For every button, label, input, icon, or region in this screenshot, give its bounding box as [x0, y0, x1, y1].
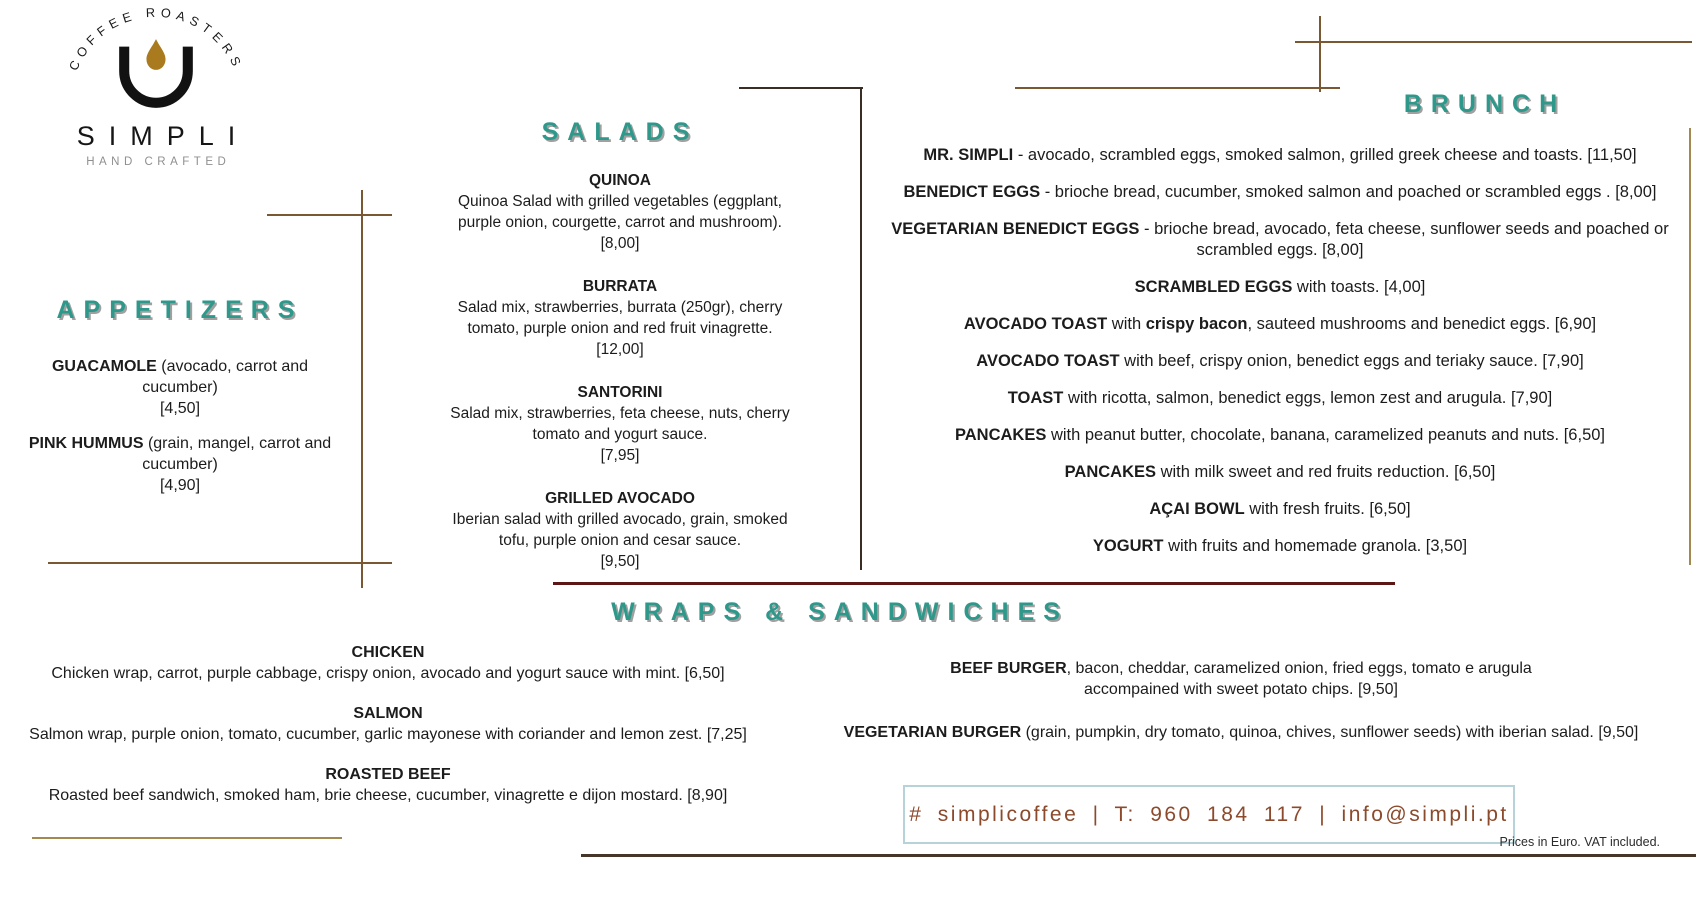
item-text: - brioche bread, avocado, feta cheese, sunflower seeds and poached or: [1139, 220, 1669, 238]
contact-text: # simplicoffee | T: 960 184 117 | info@simpli.pt: [909, 802, 1509, 826]
menu-item: [860, 145, 1696, 166]
item-price: [7,90]: [1542, 352, 1584, 370]
item-price: [6,50]: [1369, 500, 1411, 518]
item-name: AVOCADO TOAST: [976, 352, 1120, 370]
item-price: [9,50]: [1357, 681, 1398, 698]
item-text: accompained with sweet potato chips.: [1084, 681, 1358, 698]
item-text: - brioche bread, cucumber, smoked salmon and poached or scrambled eggs .: [1040, 183, 1616, 201]
item-name: BEEF BURGER: [950, 660, 1067, 677]
wraps-left-list: [18, 642, 758, 806]
menu-item: [18, 764, 758, 806]
item-text: with beef, crispy onion, benedict eggs and teriaky sauce.: [1119, 352, 1543, 370]
menu-item: [830, 658, 1652, 700]
item-name: SCRAMBLED EGGS: [1134, 278, 1293, 296]
item-name: AÇAI BOWL: [1149, 500, 1245, 518]
menu-item: [860, 219, 1696, 261]
menu-item: [425, 488, 815, 572]
item-price: [7,90]: [1510, 389, 1553, 407]
item-name: PANCAKES: [954, 426, 1047, 444]
decorative-line-left-vertical: [361, 190, 363, 588]
item-name: TOAST: [1007, 389, 1064, 407]
decorative-line-top-right-vertical: [1319, 16, 1321, 92]
item-price: [8,00]: [600, 235, 640, 252]
item-desc: Salad mix, strawberries, feta cheese, nuts, cherry tomato and yogurt sauce.: [450, 405, 790, 443]
item-text: cucumber): [142, 379, 218, 396]
item-price: [6,50]: [684, 665, 725, 682]
item-desc: Chicken wrap, carrot, purple cabbage, crispy onion, avocado and yogurt sauce with mint. [6,50]: [51, 665, 725, 682]
item-price: [11,50]: [1587, 146, 1637, 164]
item-name: PANCAKES: [1064, 463, 1157, 481]
item-name: SALMON: [353, 705, 423, 722]
item-price: [6,50]: [1563, 426, 1606, 444]
item-price: [6,90]: [1554, 315, 1597, 333]
item-name: GRILLED AVOCADO: [545, 490, 695, 507]
menu-item: [425, 382, 815, 466]
menu-item: [860, 462, 1696, 483]
item-price: [3,50]: [1425, 537, 1468, 555]
section-divider-line: [553, 582, 1395, 585]
item-price: [8,00]: [1615, 183, 1657, 201]
item-name: CHICKEN: [351, 644, 425, 661]
item-text: with fresh fruits.: [1244, 500, 1370, 518]
menu-item: [18, 703, 758, 745]
menu-item: [18, 642, 758, 684]
menu-item: [860, 425, 1696, 446]
menu-item: [860, 182, 1696, 203]
logo-wordmark: SIMPLI: [76, 121, 250, 151]
menu-item: [860, 314, 1696, 335]
salads-list: [425, 170, 815, 572]
menu-item: [860, 277, 1696, 298]
item-desc: Iberian salad with grilled avocado, grain, smoked tofu, purple onion and cesar sauce.: [452, 511, 788, 549]
item-price: [6,50]: [1454, 463, 1496, 481]
logo-tagline: HAND CRAFTED: [86, 156, 231, 168]
item-price: [4,00]: [1384, 278, 1426, 296]
menu-item: [425, 170, 815, 254]
item-price: [4,90]: [159, 477, 201, 494]
item-name: BURRATA: [582, 278, 658, 295]
item-name: MR. SIMPLI: [923, 146, 1014, 164]
item-name: VEGETARIAN BENEDICT EGGS: [891, 220, 1140, 238]
item-name: QUINOA: [589, 172, 651, 189]
menu-item: [0, 356, 360, 419]
salads-section-title: SALADS: [541, 118, 699, 146]
appetizers-section-title: APPETIZERS: [56, 296, 304, 324]
item-price: [4,50]: [159, 400, 201, 417]
item-text: with peanut butter, chocolate, banana, caramelized peanuts and nuts.: [1046, 426, 1564, 444]
item-price: [9,50]: [1598, 724, 1639, 741]
item-price: [12,00]: [596, 341, 644, 358]
item-name: PINK HUMMUS: [28, 435, 144, 452]
item-name: crispy bacon: [1145, 315, 1248, 333]
menu-item: [425, 276, 815, 360]
item-name: YOGURT: [1092, 537, 1164, 555]
item-text: - avocado, scrambled eggs, smoked salmon, grilled greek cheese and toasts.: [1013, 146, 1588, 164]
item-name: GUACAMOLE: [51, 358, 157, 375]
item-price: [8,00]: [1322, 241, 1364, 259]
item-price: [7,95]: [600, 447, 640, 464]
item-text: (avocado, carrot and: [156, 358, 309, 375]
decorative-line-bottom-left: [32, 837, 342, 839]
brunch-list: [860, 145, 1696, 557]
item-name: VEGETARIAN BURGER: [843, 724, 1022, 741]
logo: [50, 4, 262, 121]
item-desc: Roasted beef sandwich, smoked ham, brie cheese, cucumber, vinagrette e dijon mostard. [8,90]: [48, 787, 728, 804]
item-price: [9,50]: [600, 553, 640, 570]
item-name: AVOCADO TOAST: [963, 315, 1108, 333]
decorative-line-top-right-long: [1295, 41, 1692, 43]
item-text: cucumber): [142, 456, 218, 473]
item-name: SANTORINI: [577, 384, 663, 401]
item-text: , sauteed mushrooms and benedict eggs.: [1247, 315, 1555, 333]
decorative-line-bottom: [581, 854, 1696, 857]
item-text: scrambled eggs.: [1196, 241, 1323, 259]
wraps-section-title: WRAPS & SANDWICHES: [611, 598, 1069, 626]
item-text: with toasts.: [1292, 278, 1385, 296]
item-text: with: [1107, 315, 1146, 333]
menu-item: [860, 499, 1696, 520]
item-text: , bacon, cheddar, caramelized onion, fried eggs, tomato e arugula: [1066, 660, 1532, 677]
coffee-drop-icon: [146, 39, 165, 70]
item-price: [8,90]: [687, 787, 728, 804]
menu-item: [860, 388, 1696, 409]
item-desc: Quinoa Salad with grilled vegetables (eggplant, purple onion, courgette, carrot and mushroom).: [458, 193, 782, 231]
item-text: (grain, mangel, carrot and: [143, 435, 332, 452]
item-text: with fruits and homemade granola.: [1163, 537, 1426, 555]
menu-item: [860, 351, 1696, 372]
wraps-right-list: [830, 658, 1652, 743]
item-desc: Salad mix, strawberries, burrata (250gr), cherry tomato, purple onion and red fruit vinagrette.: [457, 299, 783, 337]
menu-item: [860, 536, 1696, 557]
item-price: [7,25]: [706, 726, 747, 743]
logo-arc-text: COFFEE ROASTERS: [65, 4, 247, 73]
menu-item: [830, 722, 1652, 743]
decorative-line-salads-horizontal: [739, 87, 863, 89]
item-text: (grain, pumpkin, dry tomato, quinoa, chives, sunflower seeds) with iberian salad.: [1021, 724, 1599, 741]
item-text: with milk sweet and red fruits reduction.: [1156, 463, 1455, 481]
appetizers-list: [0, 356, 360, 496]
decorative-line-left-bottom: [48, 562, 392, 564]
decorative-line-left-short: [267, 214, 392, 216]
item-desc: Salmon wrap, purple onion, tomato, cucumber, garlic mayonese with coriander and lemon zest. [7,25]: [29, 726, 747, 743]
brunch-section-title: BRUNCH: [1403, 90, 1567, 118]
item-name: ROASTED BEEF: [325, 766, 451, 783]
menu-item: [0, 433, 360, 496]
footer-note: Prices in Euro. VAT included.: [1499, 835, 1660, 849]
item-name: BENEDICT EGGS: [903, 183, 1041, 201]
item-text: with ricotta, salmon, benedict eggs, lemon zest and arugula.: [1063, 389, 1511, 407]
decorative-line-top-right-short: [1015, 87, 1340, 89]
